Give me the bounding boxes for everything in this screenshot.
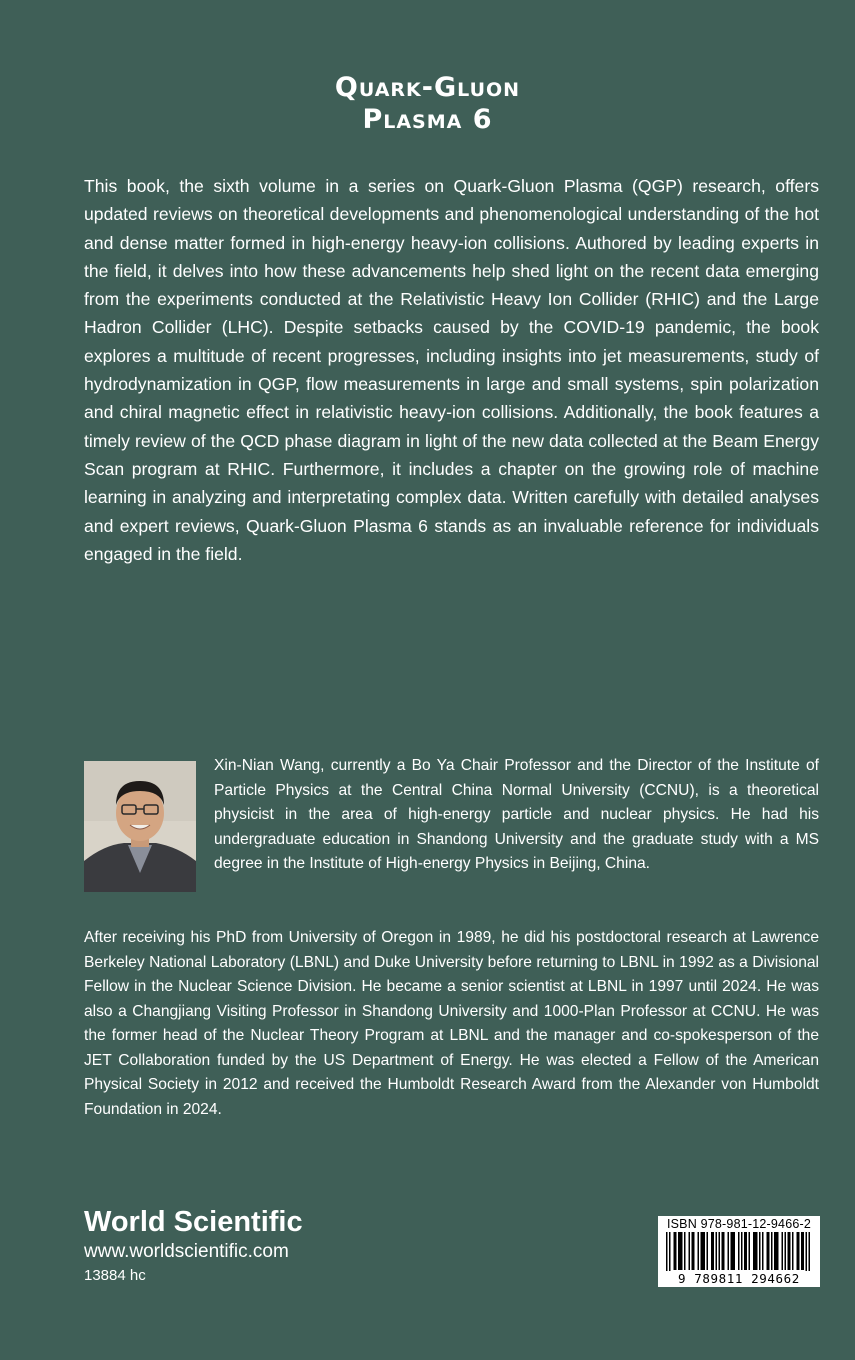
barcode-bar (719, 1232, 721, 1270)
barcode-bar (722, 1232, 724, 1270)
barcode-bar (792, 1232, 794, 1270)
barcode-bar (713, 1232, 715, 1270)
barcode-bar (678, 1232, 680, 1270)
barcode-bar (674, 1232, 676, 1270)
barcode-bar (704, 1232, 706, 1270)
barcode-bar (716, 1232, 718, 1270)
publisher-website[interactable]: www.worldscientific.com (84, 1241, 289, 1262)
barcode-bar (776, 1232, 778, 1270)
barcode-bar (689, 1232, 691, 1270)
barcode-bar (759, 1232, 761, 1270)
barcode-bar (746, 1232, 748, 1270)
barcode-bar (693, 1232, 695, 1270)
author-bio-intro: Xin-Nian Wang, currently a Bo Ya Chair Professor and the Director of the Institute of Particle Physics at the Central China Normal University (CCNU), is a theoretical physicist in the area of high-energy particle and nuclear physics. He had his undergraduate education in Shandong University and the graduate study with a MS degree in the Institute of High-energy Physics in Beijing, China. (214, 757, 819, 872)
barcode-bar (669, 1232, 671, 1276)
barcode-bar (755, 1232, 757, 1270)
barcode-bar (684, 1232, 686, 1270)
book-title-line2: Plasma 6 (362, 104, 493, 135)
barcode-bar (732, 1232, 734, 1270)
barcode-bar (801, 1232, 803, 1270)
barcode-bar (785, 1232, 787, 1270)
barcode-bar (741, 1232, 743, 1270)
barcode-bar (788, 1232, 790, 1270)
book-title-line1: Quark-Gluon (334, 72, 521, 103)
barcode-bar (756, 1232, 758, 1270)
barcode-bar (701, 1232, 703, 1270)
barcode-bar (731, 1232, 733, 1270)
barcode-bar (666, 1232, 668, 1276)
barcode-bar (702, 1232, 704, 1270)
isbn-label: ISBN 978-981-12-9466-2 (666, 1217, 812, 1231)
product-code: 13884 hc (84, 1267, 146, 1284)
barcode-bar (707, 1232, 709, 1270)
barcode-bar (767, 1232, 769, 1270)
barcode-bar (738, 1232, 740, 1270)
barcode-bars (662, 1232, 816, 1276)
barcode-bar (744, 1232, 746, 1270)
barcode-bar (774, 1232, 776, 1270)
book-title (0, 72, 855, 136)
barcode-bar (681, 1232, 683, 1270)
author-bio-career: After receiving his PhD from University of Oregon in 1989, he did his postdoctoral research at Lawrence Berkeley National Laboratory (LBNL) and Duke University before returning to LBNL in 1992 as a Divisional Fellow in the Nuclear Science Division. He became a senior scientist at LBNL in 1997 until 2024. He was also a Changjiang Visiting Professor in Shandong University and 1000-Plan Professor at CCNU. He was the former head of the Nuclear Theory Program at LBNL and the manager and co-spokesperson of the JET Collaboration funded by the US Department of Energy. He was elected a Fellow of the American Physical Society in 2012 and received the Humboldt Research Award from the Alexander von Humboldt Foundation in 2024. (84, 929, 819, 1118)
barcode-bar (777, 1232, 779, 1270)
barcode-bar (734, 1232, 736, 1270)
barcode-bar (782, 1232, 784, 1270)
barcode-bar (797, 1232, 799, 1270)
barcode-bar (789, 1232, 791, 1270)
barcode-bar (803, 1232, 805, 1270)
barcode-bar (698, 1232, 700, 1270)
barcode-bar (675, 1232, 677, 1270)
barcode-bar (809, 1232, 811, 1276)
barcode-bar (680, 1232, 682, 1270)
barcode-bar (771, 1232, 773, 1270)
publisher-name: World Scientific (84, 1206, 303, 1238)
barcode-number: 9 789811 294662 (658, 1271, 820, 1286)
barcode-bar (798, 1232, 800, 1270)
barcode-bar (692, 1232, 694, 1270)
barcode-bar (753, 1232, 755, 1270)
barcode-bar (806, 1232, 808, 1276)
barcode-bar (762, 1232, 764, 1270)
barcode-bar (723, 1232, 725, 1270)
barcode-bar (768, 1232, 770, 1270)
barcode-bar (749, 1232, 751, 1270)
author-photo (84, 761, 196, 892)
book-description: This book, the sixth volume in a series on Quark-Gluon Plasma (QGP) research, offers updated reviews on theoretical developments and phenomenological understanding of the hot and dense matter formed in high-energy heavy-ion collisions. Authored by leading experts in the field, it delves into how these advancements help shed light on the recent data emerging from the experiments conducted at the Relativistic Heavy Ion Collider (RHIC) and the Large Hadron Collider (LHC). Despite setbacks caused by the COVID-19 pandemic, the book explores a multitude of recent progresses, including insights into jet measurements, study of hydrodynamization in QGP, flow measurements in large and small systems, spin polarization and chiral magnetic effect in relativistic heavy-ion collisions. Additionally, the book features a timely review of the QCD phase diagram in light of the new data collected at the Beam Energy Scan program at RHIC. Furthermore, it includes a chapter on the growing role of machine learning in analyzing and interpretating complex data. Written carefully with detailed analyses and expert reviews, Quark-Gluon Plasma 6 stands as an invaluable reference for individuals engaged in the field. (84, 176, 819, 564)
barcode-bar (728, 1232, 730, 1270)
barcode-bar (711, 1232, 713, 1270)
isbn-barcode (658, 1216, 820, 1287)
